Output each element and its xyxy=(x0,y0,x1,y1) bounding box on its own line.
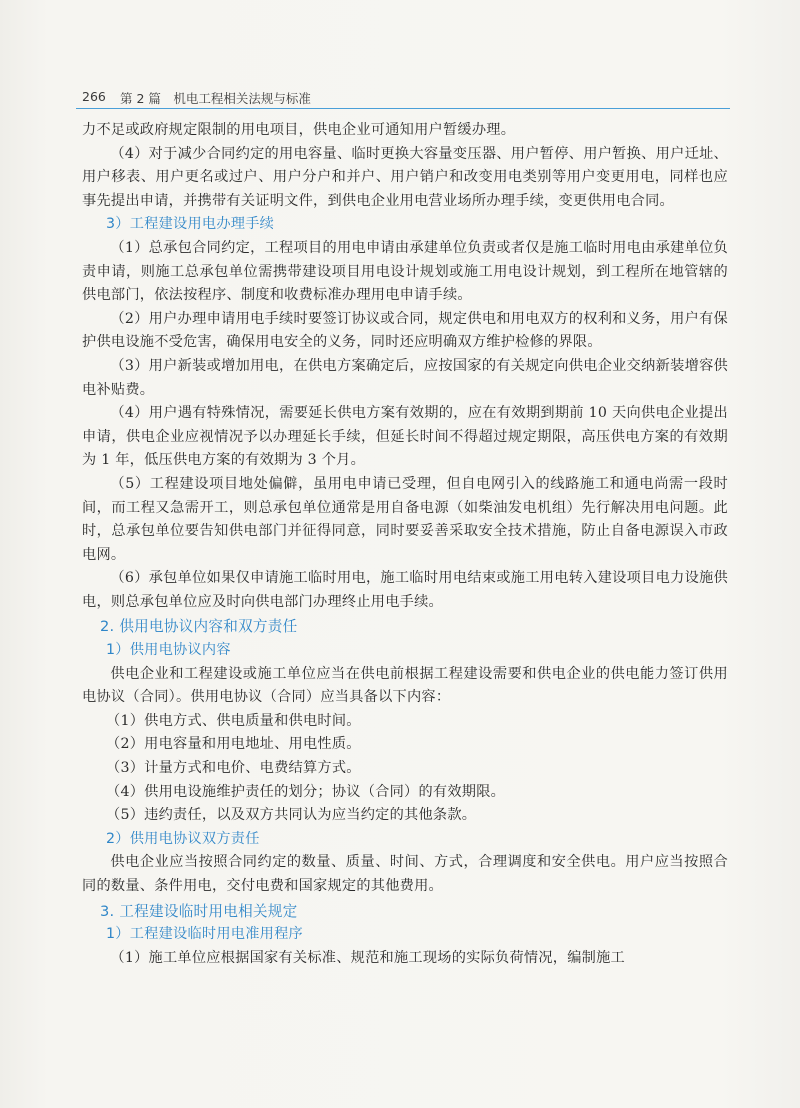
subsection-heading: 2）供用电协议双方责任 xyxy=(106,830,260,847)
list-item: （5）违约责任，以及双方共同认为应当约定的其他条款。 xyxy=(106,807,477,824)
paragraph: （2）用户办理申请用电手续时要签订协议或合同，规定供电和用电双方的权利和义务，用户有保护供电设施不受危害，确保用电安全的义务，同时还应明确双方维护检修的界限。 xyxy=(82,310,728,351)
header-divider xyxy=(76,108,730,109)
paragraph: （3）用户新装或增加用电，在供电方案确定后，应按国家的有关规定向供电企业交纳新装增容供电补贴费。 xyxy=(82,357,728,398)
page-number: 266 xyxy=(82,89,106,104)
paragraph: （4）对于减少合同约定的用电容量、临时更换大容量变压器、用户暂停、用户暂换、用户迁址、用户移表、用户更名或过户、用户分户和并户、用户销户和改变用电类别等用户变更用电，同样也应事先提出申请，并携带有关证明文件，到供电企业用电营业场所办理手续，变更供用电合同。 xyxy=(82,145,728,209)
section-heading: 2. 供用电协议内容和双方责任 xyxy=(100,618,298,636)
paragraph: （5）工程建设项目地处偏僻，虽用电申请已受理，但自电网引入的线路施工和通电尚需一段时间，而工程又急需开工，则总承包单位通常是用自备电源（如柴油发电机组）先行解决用电问题。此时，总承包单位要告知供电部门并征得同意，同时要妥善采取安全技术措施，防止自备电源误入市政电网。 xyxy=(82,475,728,563)
paragraph: （1）总承包合同约定，工程项目的用电申请由承建单位负责或者仅是施工临时用电由承建单位负责申请，则施工总承包单位需携带建设项目用电设计规划或施工用电设计规划，到工程所在地管辖的供电部门，依法按程序、制度和收费标准办理用电申请手续。 xyxy=(82,239,728,304)
body-text xyxy=(82,119,728,970)
paragraph: （6）承包单位如果仅申请施工临时用电，施工临时用电结束或施工用电转入建设项目电力设施供电，则总承包单位应及时向供电部门办理终止用电手续。 xyxy=(82,570,728,610)
subsection-heading: 1）供用电协议内容 xyxy=(106,642,231,659)
paragraph: 力不足或政府规定限制的用电项目，供电企业可通知用户暂缓办理。 xyxy=(82,122,516,138)
subsection-heading: 3）工程建设用电办理手续 xyxy=(106,216,275,233)
list-item: （2）用电容量和用电地址、用电性质。 xyxy=(106,736,361,753)
paragraph: （4）用户遇有特殊情况，需要延长供电方案有效期的，应在有效期到期前 10 天向供电企业提出申请，供电企业应视情况予以办理延长手续，但延长时间不得超过规定期限，高压供电方案的有效期为 1 年，低压供电方案的有效期为 3 个月。 xyxy=(82,405,728,469)
paragraph: 供电企业和工程建设或施工单位应当在供电前根据工程建设需要和供电企业的供电能力签订供用电协议（合同）。供用电协议（合同）应当具备以下内容： xyxy=(82,665,728,706)
chapter-title: 第 2 篇 机电工程相关法规与标准 xyxy=(120,91,311,106)
paragraph: （1）施工单位应根据国家有关标准、规范和施工现场的实际负荷情况，编制施工 xyxy=(110,949,625,966)
list-item: （1）供电方式、供电质量和供电时间。 xyxy=(106,712,361,729)
list-item: （3）计量方式和电价、电费结算方式。 xyxy=(106,760,361,777)
paragraph: 供电企业应当按照合同约定的数量、质量、时间、方式，合理调度和安全供电。用户应当按照合同的数量、条件用电，交付电费和国家规定的其他费用。 xyxy=(82,854,728,894)
list-item: （4）供用电设施维护责任的划分；协议（合同）的有效期限。 xyxy=(106,783,506,800)
section-heading: 3. 工程建设临时用电相关规定 xyxy=(100,902,298,920)
subsection-heading: 1）工程建设临时用电准用程序 xyxy=(106,926,303,943)
page-header xyxy=(82,86,730,108)
